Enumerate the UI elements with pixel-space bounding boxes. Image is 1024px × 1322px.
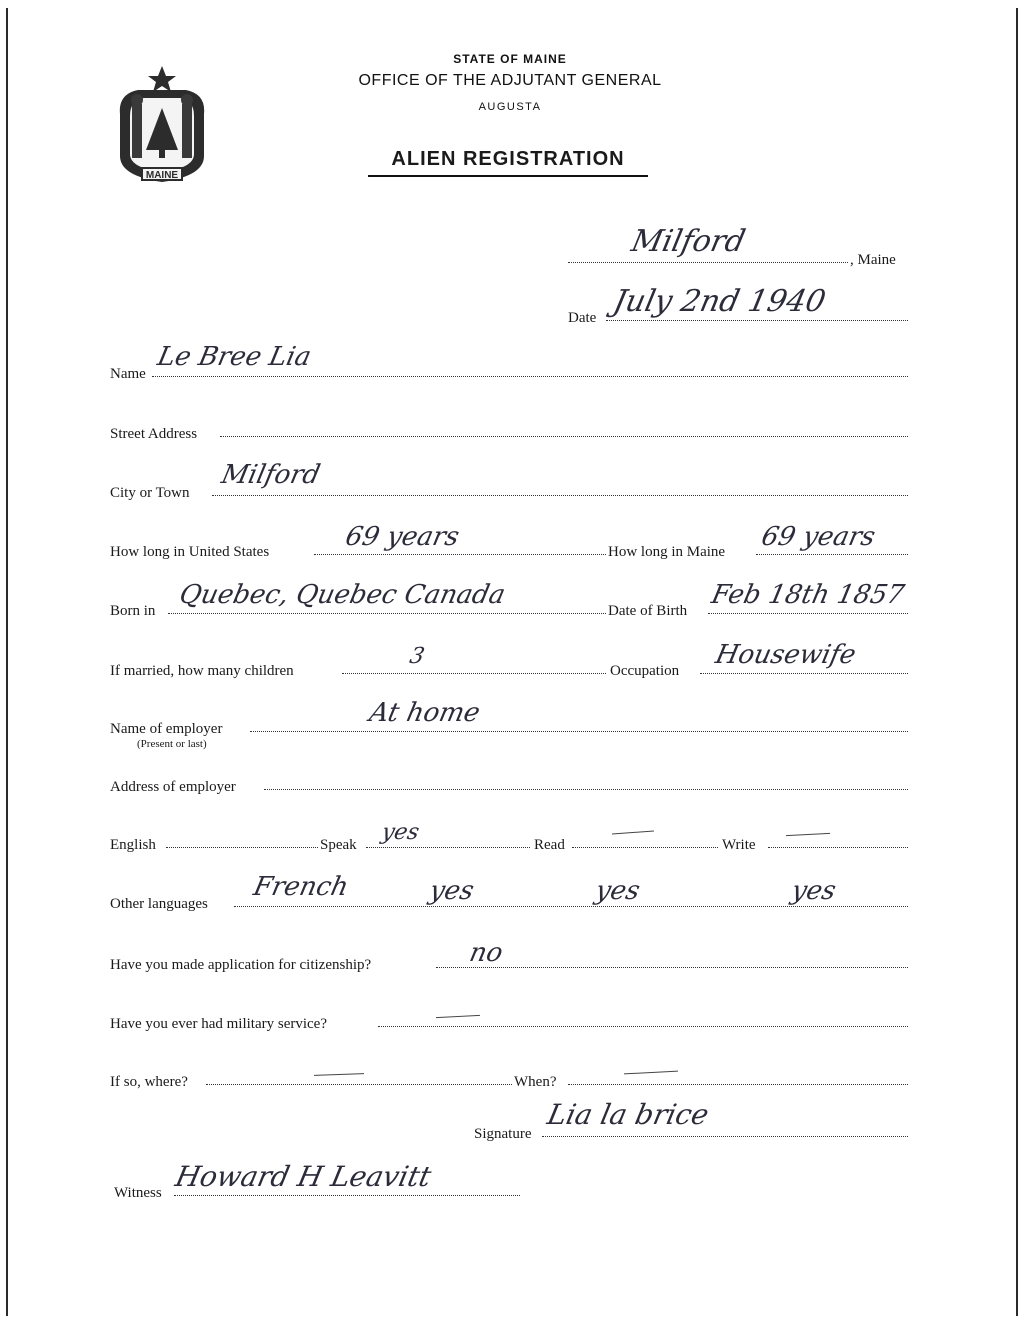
speak-value: yes — [379, 820, 422, 845]
read-label: Read — [534, 837, 565, 853]
header-state: STATE OF MAINE — [453, 52, 567, 66]
employer-address-label: Address of employer — [110, 779, 236, 795]
city-value: Milford — [218, 460, 323, 490]
state-seal-icon — [108, 64, 216, 186]
where-label: If so, where? — [110, 1074, 188, 1090]
date-value: July 2nd 1940 — [610, 284, 829, 319]
us-duration-line — [314, 554, 606, 555]
name-value: Le Bree Lia — [154, 342, 314, 372]
citizenship-value: no — [466, 938, 506, 968]
speak-label: Speak — [320, 837, 357, 853]
other-read-value: yes — [592, 876, 643, 906]
english-line — [166, 847, 318, 848]
dob-label: Date of Birth — [608, 603, 688, 619]
other-languages-line — [234, 906, 908, 907]
when-line — [568, 1084, 908, 1085]
header-city: AUGUSTA — [478, 101, 542, 113]
military-label: Have you ever had military service? — [110, 1016, 327, 1032]
employer-value: At home — [366, 698, 483, 728]
other-speak-value: yes — [426, 876, 477, 906]
other-write-value: yes — [788, 876, 839, 906]
english-label: English — [110, 837, 156, 853]
read-line — [572, 847, 718, 848]
witness-value: Howard H Leavitt — [172, 1160, 435, 1193]
street-label: Street Address — [110, 426, 198, 442]
occupation-label: Occupation — [610, 663, 680, 679]
citizenship-line — [436, 967, 908, 968]
maine-duration-line — [756, 554, 908, 555]
other-languages-value: French — [250, 872, 352, 902]
maine-duration-label: How long in Maine — [608, 544, 726, 560]
witness-label: Witness — [114, 1185, 162, 1201]
born-value: Quebec, Quebec Canada — [176, 580, 508, 610]
where-line — [206, 1084, 512, 1085]
dob-line — [708, 613, 908, 614]
signature-label: Signature — [474, 1126, 532, 1142]
date-line — [606, 320, 908, 321]
us-duration-value: 69 years — [342, 522, 462, 552]
citizenship-label: Have you made application for citizenship? — [110, 957, 372, 973]
born-label: Born in — [110, 603, 156, 619]
write-label: Write — [722, 837, 756, 853]
header-office: OFFICE OF THE ADJUTANT GENERAL — [358, 72, 662, 89]
name-label: Name — [110, 366, 146, 382]
svg-text:MAINE: MAINE — [145, 170, 179, 181]
children-label: If married, how many children — [110, 663, 294, 679]
occupation-line — [700, 673, 908, 674]
children-value: 3 — [407, 644, 427, 669]
children-line — [342, 673, 606, 674]
dob-value: Feb 18th 1857 — [708, 580, 907, 610]
speak-line — [366, 847, 530, 848]
military-line — [378, 1026, 908, 1027]
city-label: City or Town — [110, 485, 190, 501]
write-line — [768, 847, 908, 848]
place-line — [568, 262, 848, 263]
occupation-value: Housewife — [712, 640, 859, 670]
other-languages-label: Other languages — [110, 896, 208, 912]
employer-label: Name of employer — [110, 721, 223, 737]
employer-sublabel: (Present or last) — [137, 738, 207, 750]
form-title: ALIEN REGISTRATION — [368, 148, 648, 177]
signature-value: Lia la brice — [544, 1098, 712, 1131]
date-label: Date — [568, 310, 597, 326]
when-label: When? — [514, 1074, 557, 1090]
maine-duration-value: 69 years — [758, 522, 878, 552]
place-value: Milford — [628, 224, 749, 259]
signature-line — [542, 1136, 908, 1137]
name-line — [152, 376, 908, 377]
city-line — [212, 495, 908, 496]
page-border — [6, 8, 1018, 1316]
employer-line — [250, 731, 908, 732]
witness-line — [174, 1195, 520, 1196]
us-duration-label: How long in United States — [110, 544, 270, 560]
born-line — [168, 613, 606, 614]
street-line — [220, 436, 908, 437]
place-suffix: , Maine — [850, 252, 896, 268]
employer-address-line — [264, 789, 908, 790]
